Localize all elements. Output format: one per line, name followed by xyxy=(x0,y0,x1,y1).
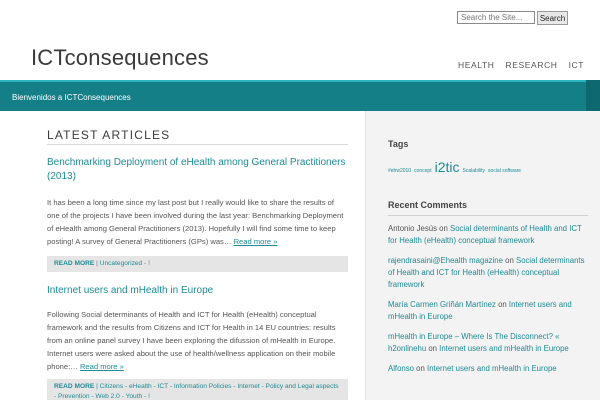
comment-on: on xyxy=(426,344,440,353)
read-more-link[interactable]: Read more » xyxy=(233,237,278,246)
comment-item xyxy=(388,363,588,375)
comment-on: on xyxy=(502,256,516,265)
comment-author[interactable]: Alfonso xyxy=(388,364,415,373)
tag-link[interactable]: i2tic xyxy=(434,159,460,175)
article-meta xyxy=(47,379,348,400)
search-input[interactable] xyxy=(457,11,535,24)
tag-link[interactable]: Scalability xyxy=(462,168,486,174)
comment-item xyxy=(388,223,588,247)
comment-post-link[interactable]: Internet users and mHealth in Europe xyxy=(427,364,557,373)
meta-tail: - ! xyxy=(142,260,150,267)
excerpt-text: Following Social determinants of Health and ICT for Health (eHealth) conceptual framework and the results from Citizens and ICT for Health in 14 EU countries: results from an online panel survey I have been exploring the difussion of mHealth in Europe. Internet users were asked about the use of health/wellness application on their mobile phone:… xyxy=(47,310,336,371)
tag-link[interactable]: #ehw2010 xyxy=(388,168,412,174)
comment-post-link[interactable]: Internet users and mHealth in Europe xyxy=(388,300,572,321)
meta-separator: | xyxy=(94,260,100,267)
category-list[interactable]: | Citizens - eHealth - ICT - Information Policies - Internet - Policy and Legal aspects - Prevention - Web 2.0 - Youth - ! xyxy=(54,383,339,400)
category-link[interactable]: Uncategorized xyxy=(99,260,143,267)
main-content xyxy=(0,111,365,400)
nav-item-ict[interactable]: ICT xyxy=(568,60,585,70)
read-more-link[interactable]: Read more » xyxy=(79,362,124,371)
tag-cloud xyxy=(388,159,521,175)
comment-author[interactable]: mHealth in Europe – Where Is The Disconnect? « h2onlinehu xyxy=(388,332,560,353)
read-more-button[interactable]: READ MORE xyxy=(54,383,95,390)
comment-item xyxy=(388,255,588,291)
comment-item xyxy=(388,299,588,323)
excerpt-text: It has been a long time since my last post but I really would like to share the results of one of the projects I have been involved during the last year: Benchmarking Deployment of eHealth among General Practitioners (2013). Hopefully I will find some time to keep posting! A survey of General Practitioners (GPs) was… xyxy=(47,198,344,246)
comment-on: on xyxy=(436,224,450,233)
comment-item xyxy=(388,331,588,355)
recent-comments-list xyxy=(388,223,588,375)
tag-link[interactable]: social software xyxy=(488,168,522,174)
comment-post-link[interactable]: Internet users and mHealth in Europe xyxy=(439,344,569,353)
read-more-button[interactable]: READ MORE xyxy=(54,260,95,267)
sidebar xyxy=(365,111,600,400)
comment-on: on xyxy=(414,364,428,373)
article xyxy=(47,284,348,400)
welcome-banner xyxy=(0,80,600,111)
recent-comments-widget xyxy=(388,200,588,375)
tags-widget-title: Tags xyxy=(388,139,409,149)
article xyxy=(47,156,348,272)
article-title[interactable]: Internet users and mHealth in Europe xyxy=(47,285,214,296)
comment-post-link[interactable]: Social determinants of Health and ICT for Health (eHealth) conceptual framework xyxy=(388,256,585,289)
search-button[interactable]: Search xyxy=(537,11,568,25)
site-title[interactable]: ICTconsequences xyxy=(31,45,209,70)
tag-link[interactable]: concept xyxy=(414,168,432,174)
widget-divider xyxy=(388,215,588,216)
comment-post-link[interactable]: Social determinants of Health and ICT for Health (eHealth) conceptual framework xyxy=(388,224,582,245)
nav-item-health[interactable]: HEALTH xyxy=(458,60,495,70)
section-title: LATEST ARTICLES xyxy=(47,128,171,142)
article-title[interactable]: Benchmarking Deployment of eHealth among General Practitioners (2013) xyxy=(47,157,346,182)
comment-author: Antonio Jesús xyxy=(388,224,437,233)
banner-text: Bienvenidos a ICTConsequences xyxy=(12,93,131,102)
search-form xyxy=(457,11,568,25)
comment-author[interactable]: rajendrasaini@Ehealth magazine xyxy=(388,256,503,265)
article-meta xyxy=(47,256,348,272)
recent-comments-title: Recent Comments xyxy=(388,200,468,210)
banner-accent xyxy=(586,80,600,111)
comment-on: on xyxy=(495,300,509,309)
article-excerpt xyxy=(47,196,348,248)
main-nav xyxy=(458,60,584,70)
comment-author[interactable]: María Carmen Griñán Martínez xyxy=(388,300,496,309)
section-divider xyxy=(47,144,348,145)
article-excerpt xyxy=(47,308,348,373)
nav-item-research[interactable]: RESEARCH xyxy=(505,60,558,70)
